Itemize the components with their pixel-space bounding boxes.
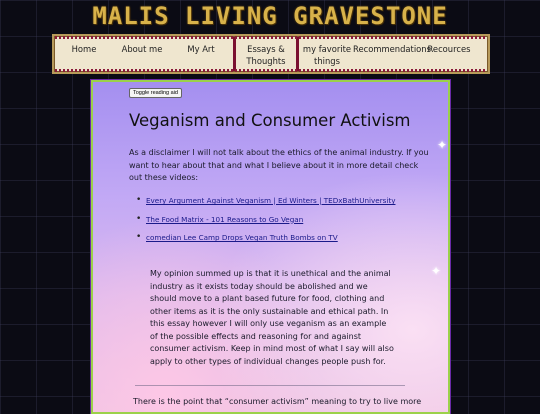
continued-paragraph: There is the point that “consumer activism” meaning to try to live more	[133, 397, 422, 406]
video-link[interactable]: • Every Argument Against Veganism | Ed Winters | TEDxBathUniversity	[145, 196, 395, 215]
intro-paragraph: As a disclaimer I will not talk about the ethics of the animal industry. If you want to hear about that and what I believe about it in more detail check out these videos:	[129, 148, 429, 182]
nav-about-me[interactable]: About me	[121, 44, 163, 54]
essay-panel	[91, 80, 450, 414]
toggle-reading-aid-button[interactable]: Toggle reading aid	[129, 88, 182, 98]
video-link[interactable]: • comedian Lee Camp Drops Vegan Truth Bombs on TV	[145, 233, 395, 252]
sparkle-icon: ✦	[431, 264, 442, 278]
main-nav	[54, 36, 488, 72]
page-title: Veganism and Consumer Activism	[129, 111, 411, 130]
divider	[135, 385, 405, 386]
nav-favorite-things[interactable]: my favorite things	[302, 44, 352, 66]
opinion-quote: My opinion summed up is that it is unethical and the animal industry as it exists today should be abolished and we should move to a plant based future for food, clothing and other items as it is the only sustainable and ethical path. In this essay however I will only use veganism as an example of the possible effects and reasoning for and against consumer activism. Keep in mind most of what I say will also apply to other types of individual changes people push for.	[150, 269, 394, 366]
nav-recommendations[interactable]: Recommendations	[353, 44, 431, 54]
video-link-list	[145, 196, 395, 252]
nav-essays[interactable]: Essays & Thoughts	[246, 44, 286, 66]
site-title: MALIS LIVING GRAVESTONE	[92, 2, 448, 30]
nav-home[interactable]: Home	[71, 44, 97, 54]
nav-divider	[296, 37, 299, 71]
nav-divider	[233, 37, 236, 71]
nav-recources[interactable]: Recources	[427, 44, 471, 54]
sparkle-icon: ✦	[437, 138, 448, 152]
video-link[interactable]: • The Food Matrix - 101 Reasons to Go Vegan	[145, 215, 395, 234]
nav-my-art[interactable]: My Art	[187, 44, 215, 54]
